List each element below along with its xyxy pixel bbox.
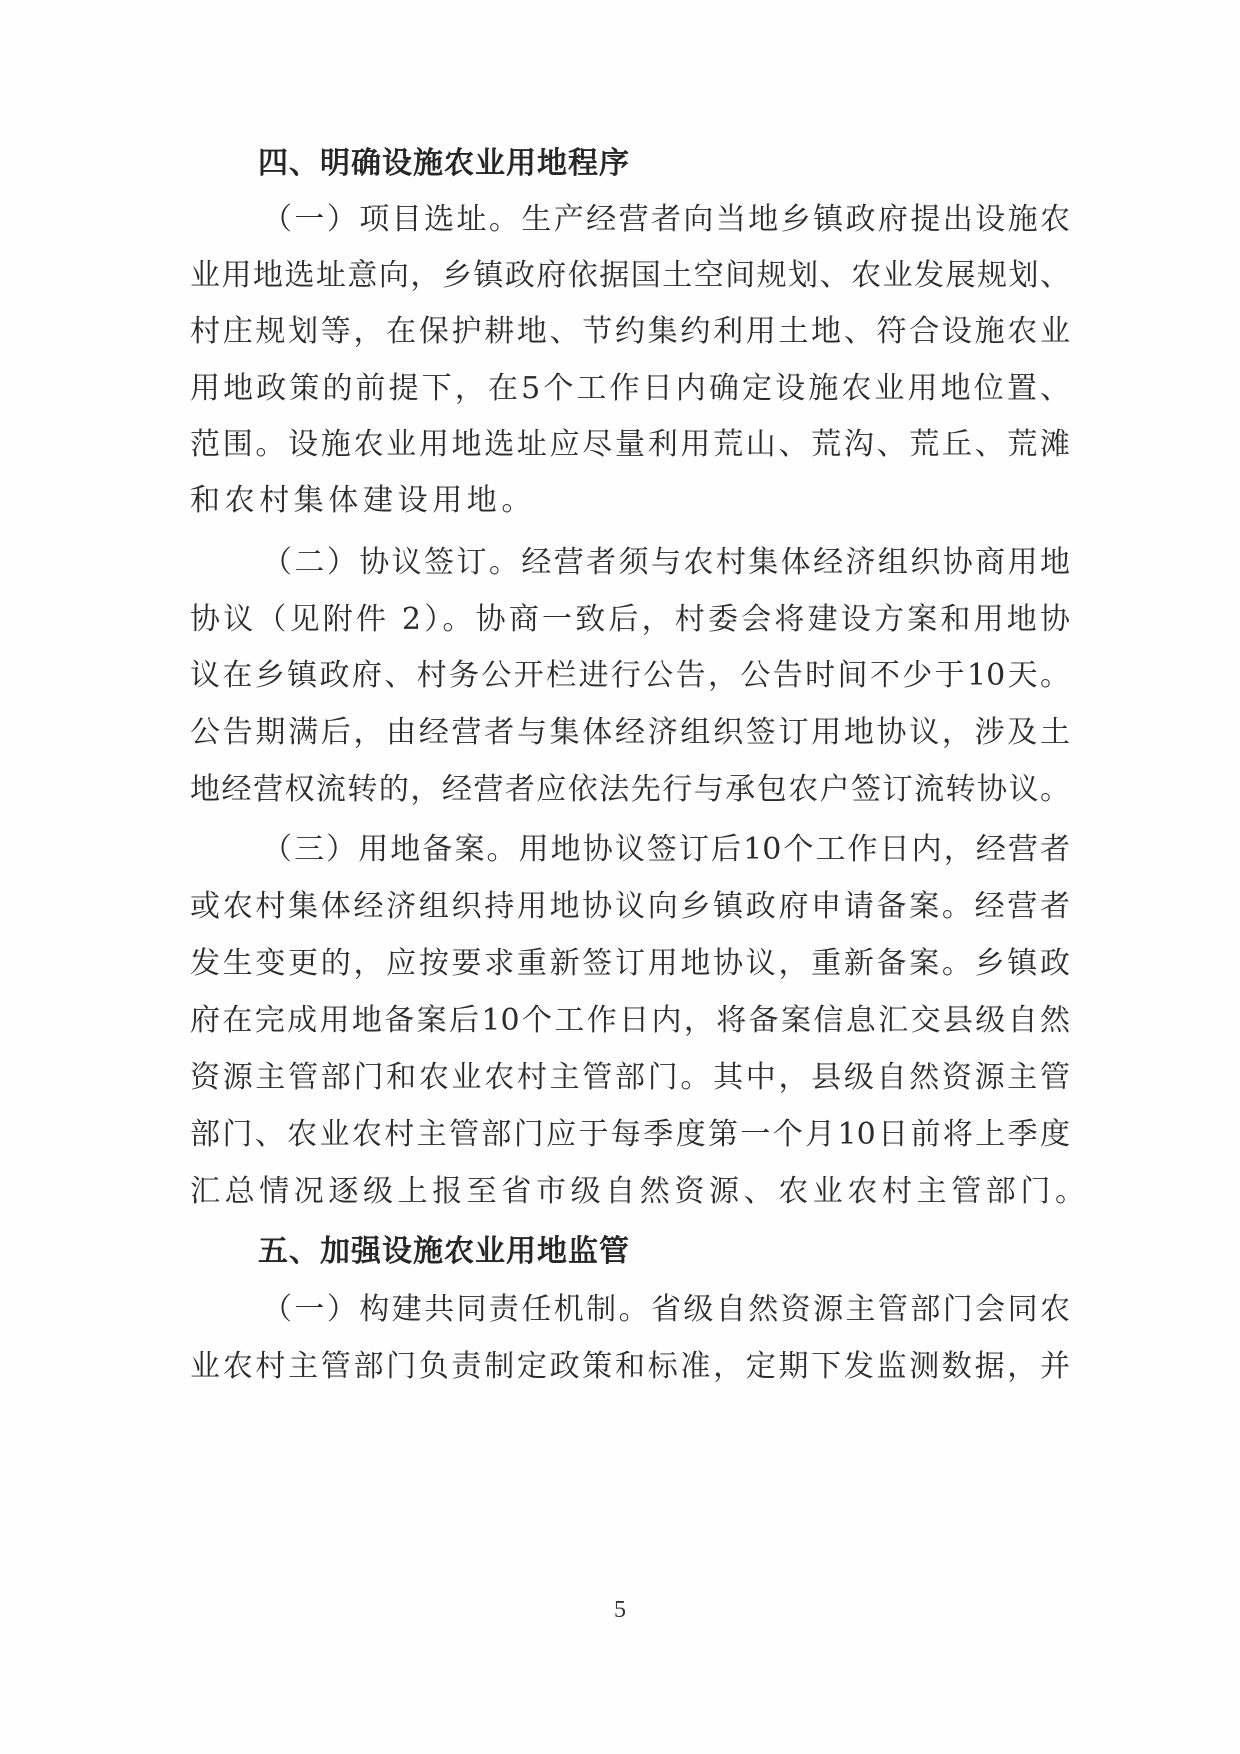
paragraph-line: 业农村主管部门负责制定政策和标准，定期下发监测数据，并 bbox=[190, 1349, 1070, 1384]
paragraph-line: 议在乡镇政府、村务公开栏进行公告，公告时间不少于10天。 bbox=[190, 658, 1070, 693]
paragraph-line: 汇总情况逐级上报至省市级自然资源、农业农村主管部门。 bbox=[190, 1174, 1090, 1209]
section-heading-five: 五、加强设施农业用地监管 bbox=[258, 1234, 630, 1269]
paragraph-line: 发生变更的，应按要求重新签订用地协议，重新备案。乡镇政 bbox=[190, 946, 1070, 981]
paragraph-line: 范围。设施农业用地选址应尽量利用荒山、荒沟、荒丘、荒滩 bbox=[190, 427, 1070, 462]
paragraph-line: 业用地选址意向，乡镇政府依据国土空间规划、农业发展规划、 bbox=[190, 258, 1070, 293]
paragraph-line: 协议（见附件 2）。协商一致后，村委会将建设方案和用地协 bbox=[190, 602, 1070, 637]
paragraph-line: （二）协议签订。经营者须与农村集体经济组织协商用地 bbox=[262, 545, 1070, 580]
paragraph-line: 资源主管部门和农业农村主管部门。其中，县级自然资源主管 bbox=[190, 1060, 1070, 1095]
paragraph-line: （一）构建共同责任机制。省级自然资源主管部门会同农 bbox=[262, 1292, 1070, 1327]
paragraph-line: 村庄规划等，在保护耕地、节约集约利用土地、符合设施农业 bbox=[190, 314, 1070, 349]
section-heading-four: 四、明确设施农业用地程序 bbox=[258, 146, 630, 181]
paragraph-line: 或农村集体经济组织持用地协议向乡镇政府申请备案。经营者 bbox=[190, 889, 1070, 924]
paragraph-line: 府在完成用地备案后10个工作日内，将备案信息汇交县级自然 bbox=[190, 1003, 1070, 1038]
paragraph-line: 部门、农业农村主管部门应于每季度第一个月10日前将上季度 bbox=[190, 1117, 1070, 1152]
paragraph-line: 地经营权流转的，经营者应依法先行与承包农户签订流转协议。 bbox=[190, 772, 1070, 807]
paragraph-line: 公告期满后，由经营者与集体经济组织签订用地协议，涉及土 bbox=[190, 715, 1070, 750]
paragraph-line: 用地政策的前提下，在5个工作日内确定设施农业用地位置、 bbox=[190, 371, 1070, 406]
paragraph-line: 和农村集体建设用地。 bbox=[190, 483, 536, 518]
paragraph-line: （三）用地备案。用地协议签订后10个工作日内，经营者 bbox=[262, 832, 1070, 867]
paragraph-line: （一）项目选址。生产经营者向当地乡镇政府提出设施农 bbox=[262, 202, 1070, 237]
page-number: 5 bbox=[614, 1597, 626, 1623]
